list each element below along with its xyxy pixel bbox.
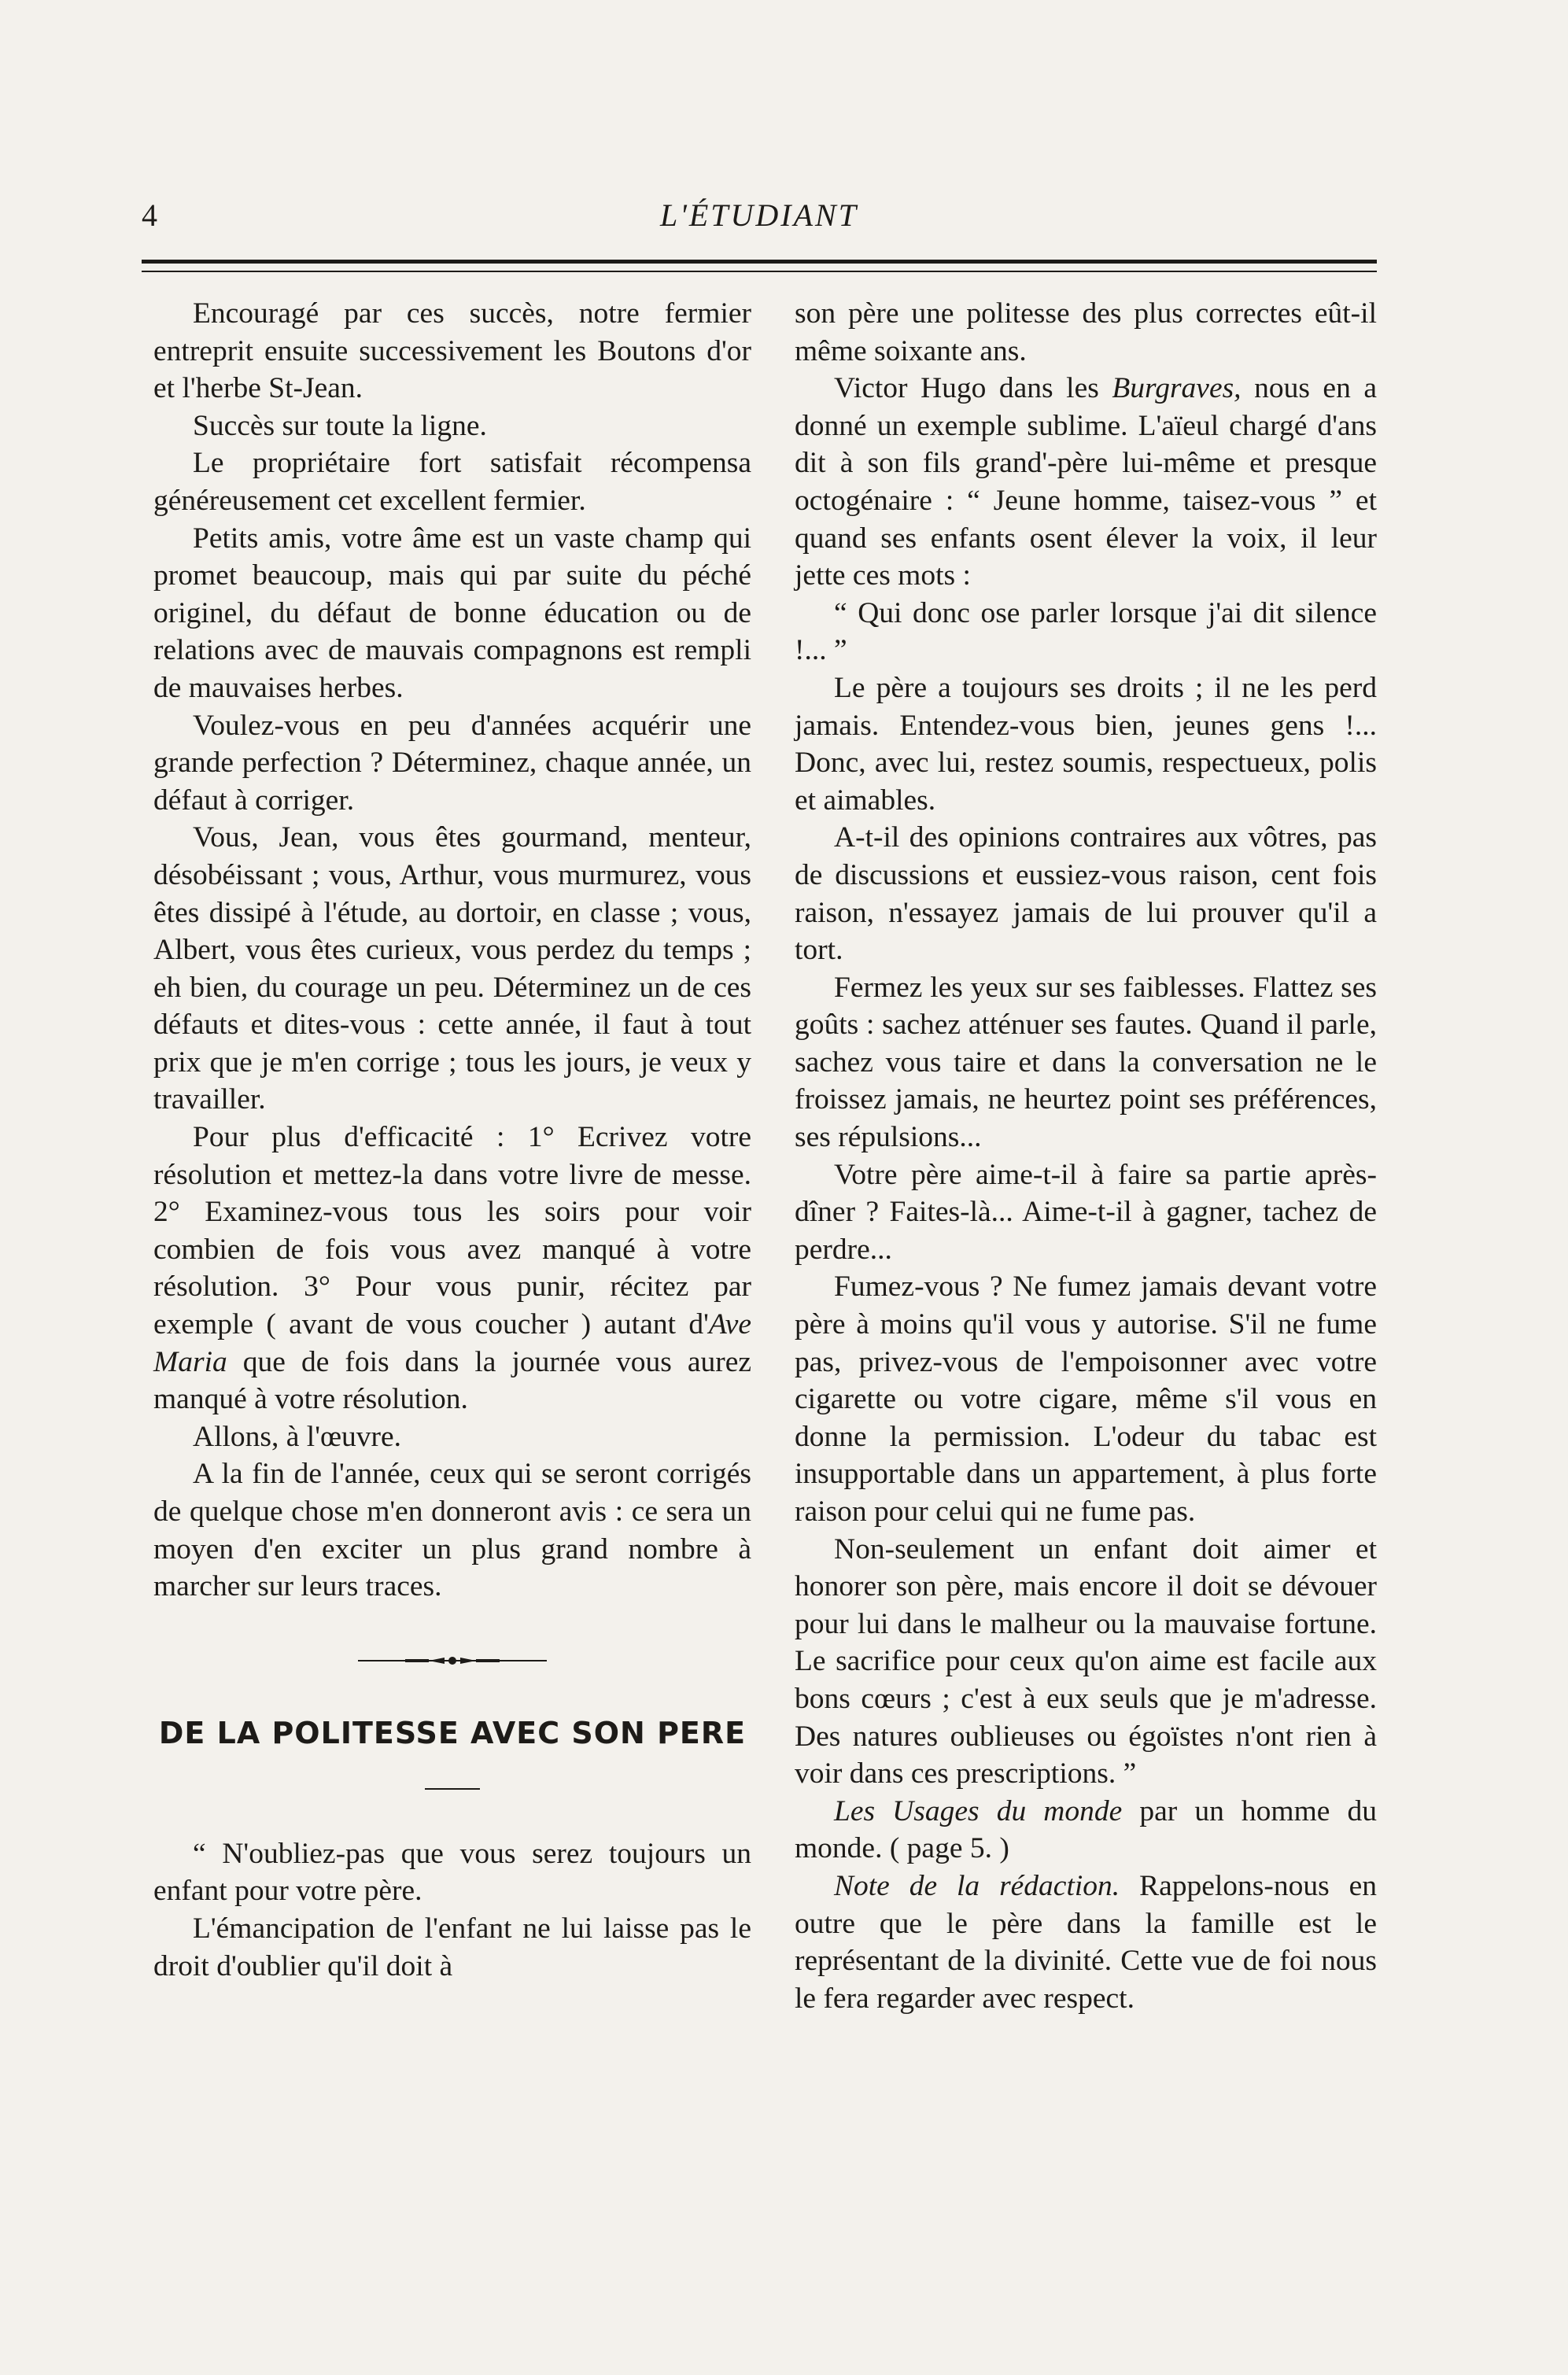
paragraph: “ Qui donc ose parler lorsque j'ai dit silence !... ” — [795, 596, 1377, 667]
italic-run: Ave Maria — [153, 1308, 751, 1378]
note-label: Note de la rédaction. — [834, 1869, 1120, 1902]
header-rule-thick — [142, 260, 1377, 264]
italic-run: Les Usages du monde — [834, 1794, 1123, 1827]
source-citation — [795, 1793, 1377, 1868]
ornamental-divider — [153, 1606, 751, 1716]
paragraph: Le père a toujours ses droits ; il ne les perd jamais. Entendez-vous bien, jeunes gens !... Donc, avec lui, restez soumis, respectueux, polis et aimables. — [795, 671, 1377, 817]
text-run: que de fois dans la journée vous aurez manqué à votre résolution. — [153, 1345, 751, 1416]
text-run: nous en a donné un exemple sublime. L'aïeul chargé d'ans dit à son fils grand'-père lui-même et presque octogénaire : “ Jeune homme, taisez-vous ” et quand ses enfants osent élever la voix, il leur jette ces mots : — [795, 372, 1377, 592]
text-run: Pour plus d'efficacité : 1° Ecrivez votre résolution et mettez-la dans votre livre de messe. 2° Examinez-vous tous les soirs pour voir combien de fois vous avez manqué à votre résolution. 3° Pour vous punir, récitez par exemple ( avant de vous coucher ) autant d' — [153, 1121, 751, 1341]
paragraph: Succès sur toute la ligne. — [193, 409, 487, 442]
header-rule-thin — [142, 271, 1377, 272]
note-text: Rappelons-nous en outre que le père dans la famille est le représentant de la divinité. Cette vue de foi nous le fera regarder avec respect. — [795, 1869, 1377, 2015]
running-title: L'ÉTUDIANT — [660, 197, 858, 233]
paragraph: Voulez-vous en peu d'années acquérir une grande perfection ? Déterminez, chaque année, un défaut à corriger. — [153, 709, 751, 817]
right-column — [795, 295, 1377, 2017]
paragraph: Votre père aime-t-il à faire sa partie après-dîner ? Faites-là... Aime-t-il à gagner, tachez de perdre... — [795, 1158, 1377, 1266]
heading-dash — [425, 1788, 480, 1790]
paragraph: Fumez-vous ? Ne fumez jamais devant votre père à moins qu'il vous y autorise. S'il ne fume pas, privez-vous de l'empoisonner avec votre cigarette ou votre cigare, même s'il vous en donne la permission. L'odeur du tabac est insupportable dans un appartement, à plus forte raison pour celui qui ne fume pas. — [795, 1270, 1377, 1528]
paragraph: Encouragé par ces succès, notre fermier entreprit ensuite successivement les Boutons d'or et l'herbe St-Jean. — [153, 297, 751, 405]
paragraph: Fermez les yeux sur ses faiblesses. Flattez ses goûts : sachez atténuer ses fautes. Quand il parle, sachez vous taire et dans la conversation ne le froissez jamais, ne heurtez point ses préférences, ses répulsions... — [795, 971, 1377, 1154]
paragraph: L'émancipation de l'enfant ne lui laisse pas le droit d'oublier qu'il doit à — [153, 1912, 751, 1982]
paragraph: A-t-il des opinions contraires aux vôtres, pas de discussions et eussiez-vous raison, cent fois raison, n'essayez jamais de lui prouver qu'il a tort. — [795, 821, 1377, 967]
ornament-icon — [358, 1654, 547, 1667]
paragraph: Petits amis, votre âme est un vaste champ qui promet beaucoup, mais qui par suite du péché originel, du défaut de bonne éducation ou de relations avec de mauvais compagnons est rempli de mauvaises herbes. — [153, 522, 751, 704]
paragraph: son père une politesse des plus correctes eût-il même soixante ans. — [795, 297, 1377, 367]
paragraph: Non-seulement un enfant doit aimer et honorer son père, mais encore il doit se dévouer pour lui dans le malheur ou la mauvaise fortune. Le sacrifice pour ceux qu'on aime est facile aux bons cœurs ; c'est à eux seuls que je m'adresse. Des natures oublieuses ou égoïstes n'ont rien à voir dans ces prescriptions. ” — [795, 1532, 1377, 1790]
paragraph: A la fin de l'année, ceux qui se seront corrigés de quelque chose m'en donneront avis : ce sera un moyen d'en exciter un plus grand nombre à marcher sur leurs traces. — [153, 1458, 751, 1603]
page-header — [142, 197, 1377, 244]
paragraph: Allons, à l'œuvre. — [193, 1420, 402, 1453]
text-run: par un homme du monde. ( page 5. ) — [795, 1794, 1377, 1865]
paragraph: Le propriétaire fort satisfait récompensa généreusement cet excellent fermier. — [153, 447, 751, 517]
paragraph: “ N'oubliez-pas que vous serez toujours un enfant pour votre père. — [153, 1837, 751, 1908]
paragraph: Vous, Jean, vous êtes gourmand, menteur, désobéissant ; vous, Arthur, vous murmurez, vous êtes dissipé à l'étude, au dortoir, en classe ; vous, Albert, vous êtes curieux, vous perdez du temps ; eh bien, du courage un peu. Déterminez un de ces défauts et dites-vous : cette année, il faut à tout prix que je m'en corrige ; tous les jours, je veux y travailler. — [153, 821, 751, 1116]
paragraph — [795, 370, 1377, 595]
italic-run: Burgraves, — [1112, 372, 1241, 405]
editorial-note — [795, 1868, 1377, 2017]
left-column — [153, 295, 751, 1985]
paragraph — [153, 1119, 751, 1418]
text-run: Victor Hugo dans les — [834, 372, 1112, 405]
section-heading: DE LA POLITESSE AVEC SON PERE — [158, 1715, 747, 1750]
page-number: 4 — [142, 197, 157, 233]
